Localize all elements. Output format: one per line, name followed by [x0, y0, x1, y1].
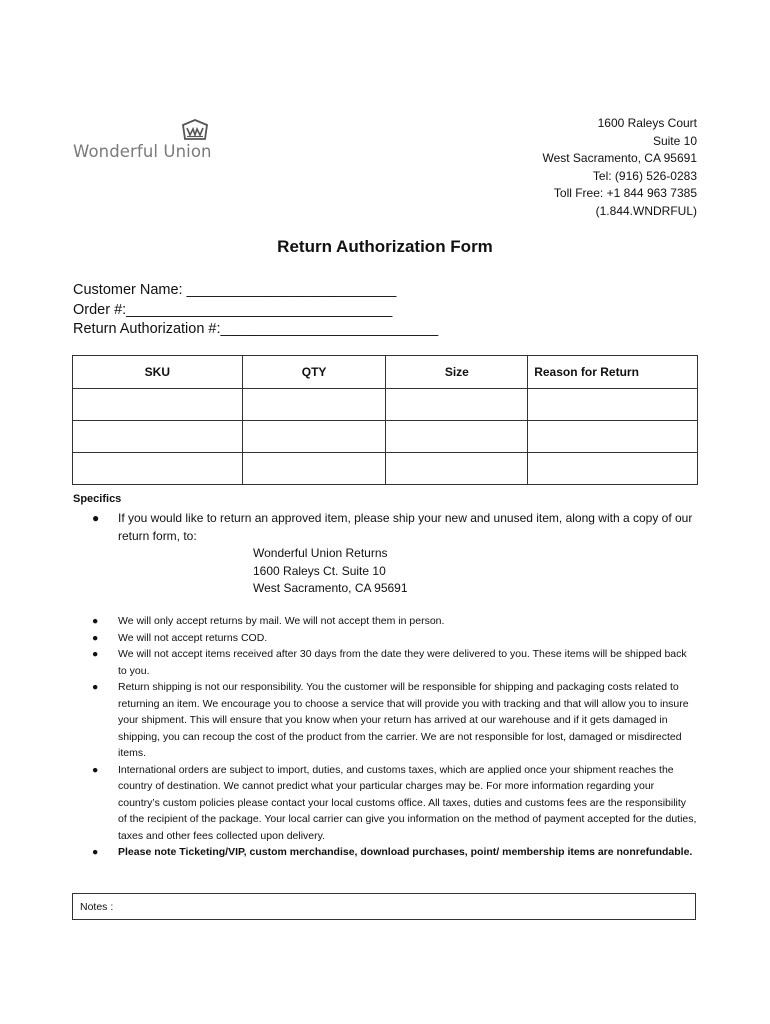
table-row — [73, 389, 698, 421]
table-cell[interactable] — [528, 389, 698, 421]
table-cell[interactable] — [73, 389, 243, 421]
table-cell[interactable] — [242, 453, 386, 485]
table-row — [73, 453, 698, 485]
list-item — [92, 510, 697, 545]
address-tel: Tel: (916) 526-0283 — [592, 168, 697, 183]
return-address-name: Wonderful Union Returns — [253, 546, 388, 560]
logo-text: Wonderful Union — [73, 142, 212, 161]
bullet-text: We will not accept items received after 30 days from the date they were delivered to you. These items will be shipped back to you. — [118, 648, 687, 677]
header-reason: Reason for Return — [528, 356, 698, 389]
address-street: 1600 Raleys Court — [597, 116, 697, 130]
table-cell[interactable] — [528, 453, 698, 485]
header-sku: SKU — [73, 356, 243, 389]
table-cell[interactable] — [386, 453, 528, 485]
form-title: Return Authorization Form — [277, 237, 493, 256]
form-fields — [73, 281, 438, 340]
table-row — [73, 421, 698, 453]
header-size: Size — [386, 356, 528, 389]
bullet-text: Return shipping is not our responsibility. You the customer will be responsible for shipping and packaging costs related to returning an item. We encourage you to choose a service that will provide you with tracking and that will allow you to insure your shipment. This will ensure that you know when your return has arrived at our warehouse and if it gets damaged in shipping, you can recoup the cost of the product from the carrier. We are not responsible for lost, damaged or misdirected items. — [118, 681, 689, 759]
bullet-icon: ● — [92, 681, 99, 693]
bullet-text: We will only accept returns by mail. We will not accept them in person. — [118, 615, 445, 627]
bullet-icon: ● — [92, 763, 99, 776]
bullet-text: If you would like to return an approved item, please ship your new and unused item, along with a copy of our return form, to: — [118, 511, 693, 543]
bullet-text: We will not accept returns COD. — [118, 631, 268, 644]
notes-label: Notes : — [80, 901, 114, 913]
table-cell[interactable] — [73, 421, 243, 453]
bullet-icon: ● — [92, 648, 99, 660]
crown-logo-icon — [180, 118, 210, 142]
notes-box[interactable] — [72, 893, 696, 920]
list-item — [92, 630, 697, 647]
table-cell[interactable] — [242, 389, 386, 421]
policy-list — [92, 613, 697, 861]
address-city: West Sacramento, CA 95691 — [542, 151, 697, 165]
specifics-heading: Specifics — [73, 493, 122, 505]
list-item — [92, 646, 697, 679]
list-item — [92, 679, 697, 762]
list-item — [92, 844, 697, 861]
table-header-row — [73, 356, 698, 389]
address-tollfree-alt: (1.844.WNDRFUL) — [595, 203, 697, 218]
company-address — [542, 115, 697, 220]
bullet-icon: ● — [92, 511, 100, 525]
order-number-field[interactable]: Order #:_________________________________ — [73, 301, 393, 318]
list-item — [92, 613, 697, 630]
customer-name-field[interactable]: Customer Name: __________________________ — [73, 282, 397, 298]
table-cell[interactable] — [242, 421, 386, 453]
table-cell[interactable] — [386, 389, 528, 421]
bullet-text: International orders are subject to import, duties, and customs taxes, which are applied once your shipment reaches the country of destination. We cannot predict what your particular charges may be. For more information regarding your country’s custom policies please contact your local customs office. All taxes, duties and customs fees are the responsibility of the recipient of the package. Your local carrier can give you information on the method of payment accepted for the duties, taxes and other fees collected upon delivery. — [118, 763, 697, 842]
table-cell[interactable] — [528, 421, 698, 453]
return-address-city: West Sacramento, CA 95691 — [253, 581, 408, 595]
return-authorization-field[interactable]: Return Authorization #:___________________________ — [73, 321, 439, 337]
table-cell[interactable] — [73, 453, 243, 485]
return-address-street: 1600 Raleys Ct. Suite 10 — [253, 563, 386, 578]
table-cell[interactable] — [386, 421, 528, 453]
address-tollfree: Toll Free: +1 844 963 7385 — [553, 186, 697, 200]
bullet-text: Please note Ticketing/VIP, custom merchandise, download purchases, point/ membership items are nonrefundable. — [118, 846, 693, 858]
address-suite: Suite 10 — [652, 133, 697, 148]
return-items-table — [72, 355, 698, 485]
bullet-icon: ● — [92, 631, 99, 644]
header-qty: QTY — [242, 356, 386, 389]
return-address — [253, 545, 408, 598]
bullet-icon: ● — [92, 846, 99, 858]
bullet-icon: ● — [92, 615, 99, 627]
list-item — [92, 762, 697, 845]
